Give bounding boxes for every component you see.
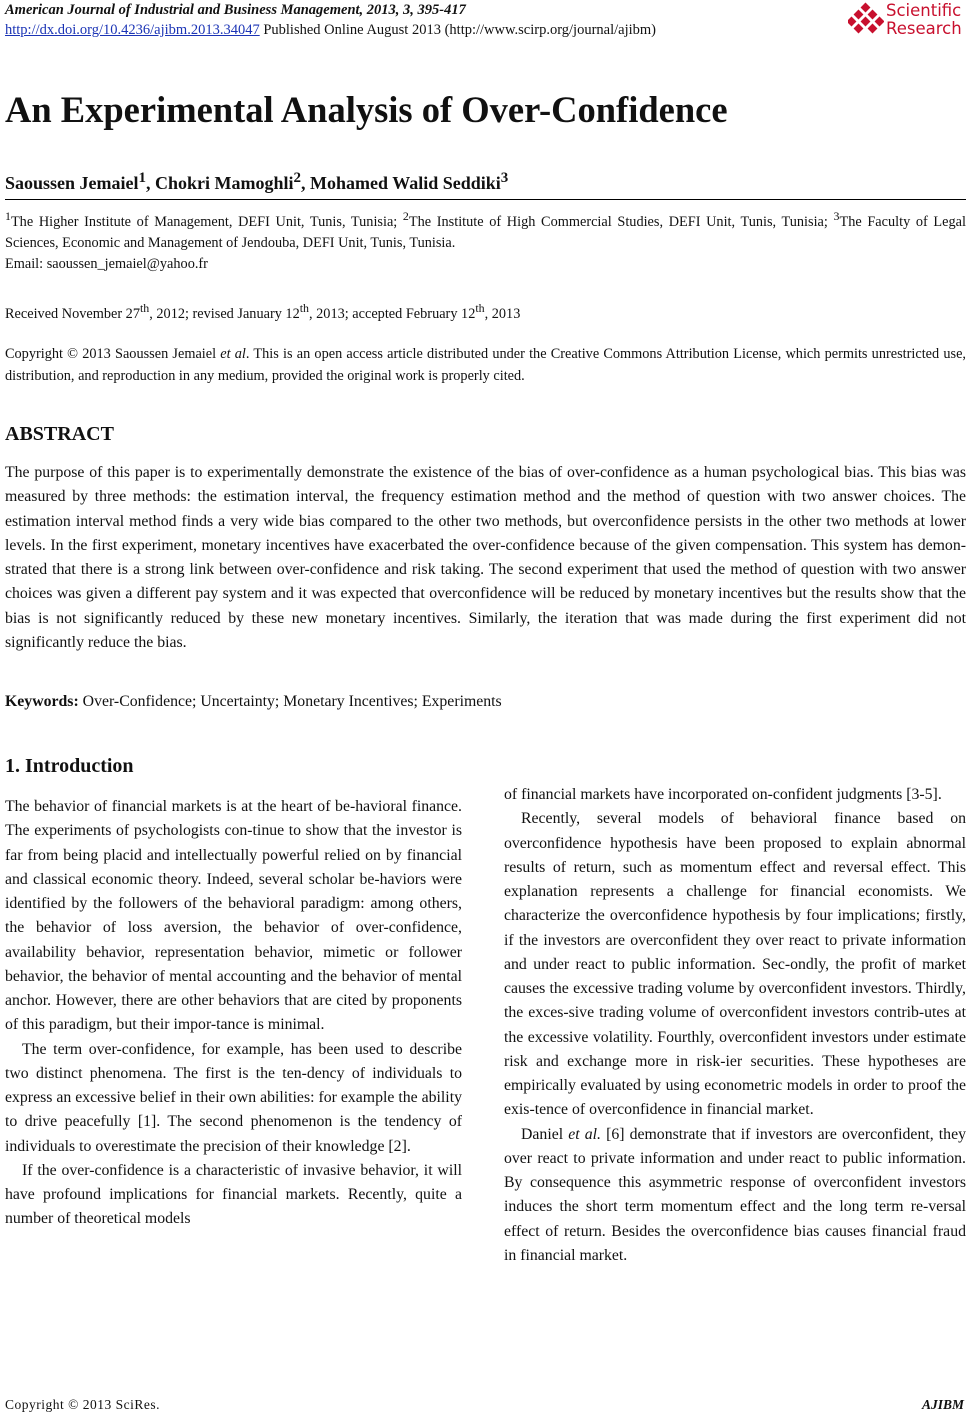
publisher-logo-line2: Research: [886, 19, 962, 38]
keywords: [5, 693, 502, 711]
column-left: [5, 795, 462, 1232]
author-affiliation-mark: 3: [500, 170, 509, 186]
copyright-notice: [5, 344, 966, 387]
author-email: Email: saoussen_jemaiel@yahoo.fr: [5, 256, 208, 272]
published-text: Published Online August 2013 (http://www.scirp.org/journal/ajibm): [259, 22, 657, 38]
intro-paragraph: The term over-confidence, for example, has been used to describe two distinct phenomena. The first is the ten-dency of individuals to express an excessive belief in their own abilities: for example the ability to drive peacefully [1]. The second phenomenon is the tendency of individuals to overestimate the precision of their knowledge [2].: [5, 1040, 462, 1155]
author-affiliation-mark: 1: [138, 170, 147, 186]
section-heading-introduction: 1. Introduction: [5, 755, 134, 777]
author-divider: [5, 199, 966, 200]
author-name: Saoussen Jemaiel: [5, 173, 139, 193]
abstract-body: The purpose of this paper is to experimentally demonstrate the existence of the bias of over-confidence as a human psychological bias. This bias was measured by three methods: the estimation interval, the frequency estimation method and the method of question with two answer choices. The estimation interval method finds a very wide bias compared to the other two methods, but overconfidence persists in the other two methods at lower levels. In the first experiment, monetary incentives have exacerbated the over-confidence because of the given compensation. This system has demon-strated that there is a strong link between over-confidence and risk taking. The second experiment that used the method of question with two answer choices was given a different pay system and it was expected that overconfidence will be reduced by monetary incentives but the results show that the bias is not significantly reduced by these new monetary incentives. Similarly, the iteration that was made during the first experiment did not significantly reduce the bias.: [5, 464, 966, 651]
author-list: [5, 170, 508, 194]
citation-etal: et al.: [568, 1125, 601, 1143]
intro-paragraph: of financial markets have incorporated on-confident judgments [3-5].: [504, 786, 942, 803]
journal-citation: American Journal of Industrial and Business Management, 2013, 3, 395-417: [5, 2, 466, 18]
received-text: Received November 27: [5, 305, 140, 322]
paragraph-text: Daniel: [521, 1125, 569, 1143]
intro-paragraph: [504, 1123, 966, 1269]
affiliation-mark: 3: [833, 209, 840, 223]
author-name: Mohamed Walid Seddiki: [310, 173, 501, 193]
doi-link[interactable]: http://dx.doi.org/10.4236/ajibm.2013.34047: [5, 22, 260, 38]
publisher-logo-line1: Scientific: [886, 1, 962, 20]
affiliation-text: The Higher Institute of Management, DEFI Unit, Tunis, Tunisia;: [10, 213, 403, 230]
keywords-text: Over-Confidence; Uncertainty; Monetary Incentives; Experiments: [78, 693, 502, 710]
publisher-logo: [848, 0, 968, 44]
copyright-text: . This is an open access article distributed under the Creative Commons Attribution License, which permits unrestricted use, distribution, and reproduction in any medium, provided the original work is properly cited.: [5, 346, 966, 384]
received-dates: [5, 298, 966, 325]
footer-journal-abbrev: AJIBM: [921, 1397, 964, 1412]
ordinal-suffix: th: [299, 301, 309, 315]
copyright-etal: et al: [220, 346, 246, 362]
footer-copyright: Copyright © 2013 SciRes.: [5, 1397, 161, 1412]
intro-paragraph: If the over-confidence is a characteristic of invasive behavior, it will have profound implications for financial markets. Recently, quite a number of theoretical models: [5, 1161, 462, 1228]
intro-paragraph: Recently, several models of behavioral finance based on overconfidence hypothesis have been proposed to explain abnormal results of return, such as momentum effect and reversal effect. This explanation represents a challenge for financial economists. We characterize the overconfidence hypothesis by four implications; firstly, if the investors are overconfident they over react to private information and under react to public information. Sec-ondly, the profit of market causes the excessive trading volume by overconfident investors. Thirdly, the exces-sive trading volume of overconfident investors contrib-utes at the excessive volatility. Fourthly, overconfident investors under estimate risk and exchange more in risk-ier securities. These hypotheses are empirically evaluated by using econometric models in order to proof the exis-tence of overconfidence in financial market.: [504, 810, 966, 1119]
publisher-logo-mark-icon: [848, 2, 884, 38]
affiliations: [5, 206, 966, 255]
author-separator: ,: [301, 173, 311, 193]
paper-title: An Experimental Analysis of Over-Confidence: [5, 89, 728, 130]
affiliation-text: The Faculty of Legal Sciences, Economic and Management of Jendouba, DEFI Unit, Tunis, Tunisia.: [5, 213, 966, 252]
affiliation-mark: 2: [402, 209, 409, 223]
ordinal-suffix: th: [139, 301, 150, 315]
received-text: , 2012; revised January 12: [149, 305, 300, 322]
received-text: , 2013: [484, 305, 521, 322]
author-affiliation-mark: 2: [293, 170, 302, 186]
ordinal-suffix: th: [475, 301, 485, 315]
intro-paragraph: The behavior of financial markets is at the heart of be-havioral finance. The experiments of psychologists con-tinue to show that the investor is far from being placid and intellectually powerful relied on by financial and classical economic theory. Indeed, several scholar be-haviors were identified by the followers of the behavioral paradigm: among others, the behavior of loss aversion, the behavior of over-confidence, availability behavior, representation behavior, mimetic or follower behavior, the behavior of mental accounting and the behavior of mental anchor. However, there are other behaviors that are cited by proponents of this paradigm, but their impor-tance is minimal.: [5, 798, 462, 1034]
paragraph-text: [6] demonstrate that if investors are overconfident, they over react to private information and under react to public information. By consequence this asymmetric response of overconfident investors induces the short term momentum effect and the long term re-versal effect of return. Besides the overconfidence bias causes financial fraud in financial market.: [504, 1125, 966, 1264]
doi-line: [5, 22, 656, 39]
received-text: , 2013; accepted February 12: [309, 305, 476, 322]
abstract-heading: ABSTRACT: [5, 423, 114, 445]
author-separator: ,: [146, 173, 156, 193]
copyright-text: Copyright © 2013 Saoussen Jemaiel: [5, 346, 221, 362]
column-right: [504, 783, 966, 1268]
author-name: Chokri Mamoghli: [155, 173, 294, 193]
affiliation-mark: 1: [5, 209, 11, 223]
keywords-label: Keywords:: [5, 693, 79, 710]
affiliation-text: The Institute of High Commercial Studies, DEFI Unit, Tunis, Tunisia;: [408, 213, 834, 230]
